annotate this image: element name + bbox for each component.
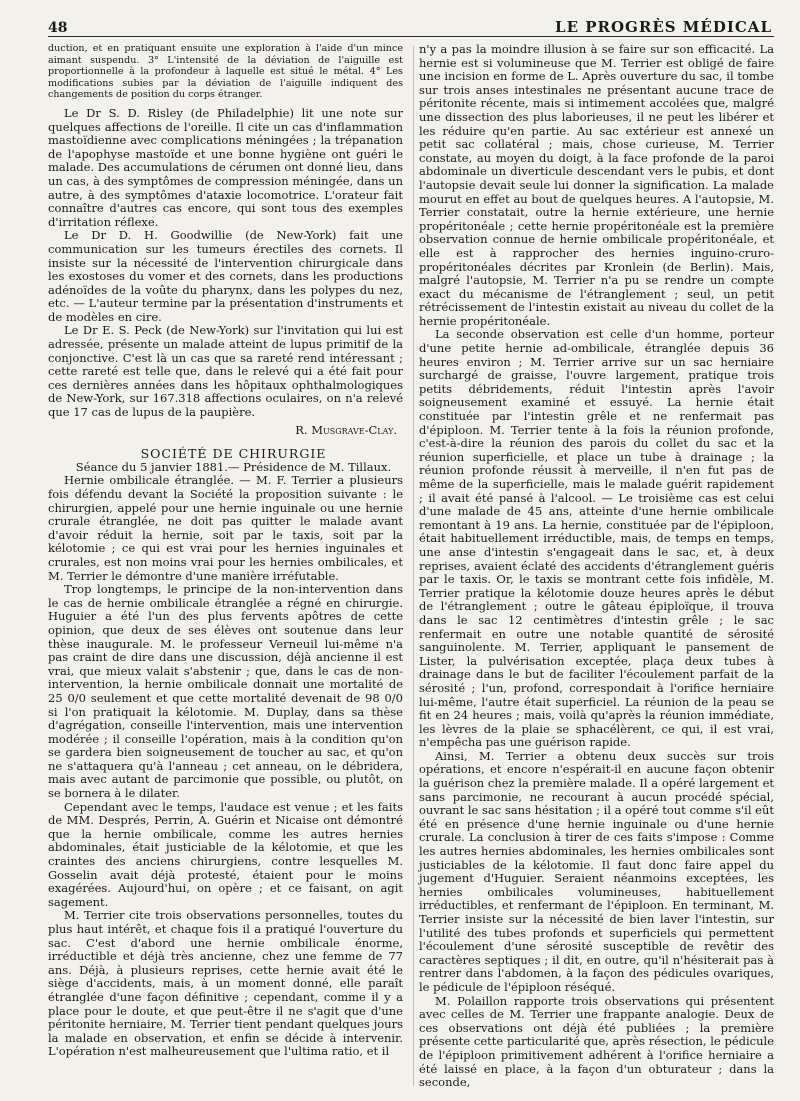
paragraph-non-intervention: Trop longtemps, le principe de la non-intervention dans le cas de hernie ombilicale étranglée a régné en chirurgie. Huguier a été l'un des plus fervents apôtres de cette opinion, que deux de ses élèves ont soutenue dans leur thèse inaugurale. M. le professeur Verneuil lui-même n'a pas craint de dire dans une discussion, déjà ancienne il est vrai, que mieux valait s'abstenir ; que, dans le cas de non-intervention, la hernie ombilicale donnait une mortalité de 25 0/0 seulement et que cette mortalité devenait de 98 0/0 si l'on pratiquait la kélotomie. M. Duplay, dans sa thèse d'agrégation, conseille l'intervention, mais une intervention modérée ; il conseille l'opération, mais à la condition qu'on se gardera bien soigneusement de toucher au sac, et qu'on ne s'attaquera qu'à l'anneau ; cet anneau, on le débridera, mais avec autant de parcimonie que possible, ou plutôt, on se bornera à le dilater. [48,582,403,801]
column-divider [413,46,414,1086]
paragraph-audace: Cependant avec le temps, l'audace est venue ; et les faits de MM. Després, Perrin, A. Guérin et Nicaise ont démontré que la hernie ombilicale, comme les autres hernies abdominales, était justiciable de la kélotomie, et que les craintes des anciens chirurgiens, contre lesquelles M. Gosselin avait déjà protesté, étaient pour le moins exagérées. Aujourd'hui, on opère ; et ce faisant, on agit sagement. [48,799,403,909]
paragraph-peck: Le Dr E. S. Peck (de New-York) sur l'invitation qui lui est adressée, présente un malade atteint de lupus primitif de la conjonctive. C'est là un cas que sa rareté rend intéressant ; cette rareté est telle que, dans le relevé qui a été fait pour ces dernières années dans les hôpitaux ophthalmologiques de New-York, sur 167.318 affections oculaires, on n'a relevé que 17 cas de lupus de la paupière. [48,323,403,420]
signature: R. Musgrave-Clay. [295,422,397,437]
left-column [48,43,403,1090]
paragraph-observations: M. Terrier cite trois observations personnelles, toutes du plus haut intérêt, et chaque fois il a pratiqué l'ouverture du sac. C'est d'abord une hernie ombilicale énorme, irréductible et déjà très ancienne, chez une femme de 77 ans. Déjà, à plusieurs reprises, cette hernie avait été le siège d'accidents, mais, à un moment donné, elle paraît étranglée d'une façon définitive ; cependant, comme il y a place pour le doute, et que peut-être il ne s'agit que d'une péritonite herniaire, M. Terrier tient pendant quelques jours la malade en observation, et enfin se décide à intervenir. L'opération n'est malheureusement que l'ultima ratio, et il [48,908,403,1059]
right-column [419,43,774,1090]
text-columns [48,43,774,1090]
paragraph-hernie: Hernie ombilicale étranglée. — M. F. Terrier a plusieurs fois défendu devant la Société la proposition suivante : le chirurgien, appelé pour une hernie inguinale ou une hernie crurale étranglée, ne doit pas quitter le malade avant d'avoir réduit la hernie, soit par le taxis, soit par la kélotomie ; ce qui est vrai pour les hernies inguinales et crurales, est non moins vrai pour les hernies ombilicales, et M. Terrier le démontre d'une manière irréfutable. [48,473,403,583]
paragraph-conclusion: Ainsi, M. Terrier a obtenu deux succès sur trois opérations, et encore n'espérait-il en aucune façon obtenir la guérison chez la première malade. Il a opéré largement et sans parcimonie, ne recourant à aucun procédé spécial, ouvrant le sac sans hésitation ; il a opéré tout comme s'il eût été en présence d'une hernie inguinale ou d'une hernie crurale. La conclusion à tirer de ces faits s'impose : Comme les autres hernies abdominales, les hernies ombilicales sont justiciables de la kélotomie. Il faut donc faire appel du jugement d'Huguier. Seraient néanmoins exceptées, les hernies ombilicales volumineuses, habituellement irréductibles, et renfermant de l'épiploon. En terminant, M. Terrier insiste sur la nécessité de bien laver l'intestin, sur l'utilité des tubes profonds et superficiels qui permettent l'écoulement d'une sérosité susceptible de revêtir des caractères septiques ; il dit, en outre, qu'il n'hésiterait pas à rentrer dans l'abdomen, à la façon des pédicules ovariques, le pédicule de l'épiploon réséqué. [419,748,775,994]
intro-paragraph: duction, et en pratiquant ensuite une exploration à l'aide d'un mince aimant suspendu. 3° L'intensité de la déviation de l'aiguille est proportionnelle à la profondeur à laquelle est situé le métal. 4° Les modifications subies par la déviation de l'aiguille indiquent des changements de position du corps étranger. [48,43,403,101]
paragraph-seconde-observation: La seconde observation est celle d'un homme, porteur d'une petite hernie ad-ombilicale, étranglée depuis 36 heures environ ; M. Terrier arrive sur un sac herniaire surchargé de graisse, l'ouvre largement, pratique trois petits débridements, réduit l'intestin après l'avoir soigneusement examiné et essuyé. La hernie était constituée par l'intestin grêle et ne renfermait pas d'épiploon. M. Terrier tente à la fois la réunion profonde, c'est-à-dire la réunion des parois du collet du sac et la réunion superficielle, et place un tube à drainage ; la réunion profonde réussit à merveille, il n'en fut pas de même de la superficielle, mais le malade guérit rapidement ; il avait été pansé à l'alcool. — Le troisième cas est celui d'une malade de 45 ans, atteinte d'une hernie ombilicale remontant à 19 ans. La hernie, constituée par de l'épiploon, était habituellement irréductible, mais, de temps en temps, une anse d'intestin s'engageait dans le sac, et, à deux reprises, avaient éclaté des accidents d'étranglement guéris par le taxis. Or, le taxis se montrant cette fois infidèle, M. Terrier pratique la kélotomie douze heures après le début de l'étranglement ; outre le gâteau épiploïque, il trouva dans le sac 12 centimètres d'intestin grêle ; le sac renfermait en outre une notable quantité de sérosité sanguinolente. M. Terrier, appliquant le pansement de Lister, la pulvérisation exceptée, plaça deux tubes à drainage dans le but de faciliter l'écoulement parfait de la sérosité ; l'un, profond, correspondait à l'orifice herniaire lui-même, l'autre était superficiel. La réunion de la peau se fit en 24 heures ; mais, voilà qu'après la réunion immédiate, les lèvres de la plaie se sphacélèrent, ce qui, il est vrai, n'empêcha pas une guérison rapide. [419,327,774,750]
page-header [48,14,774,37]
journal-title: LE PROGRÈS MÉDICAL [555,18,772,36]
paragraph-polaillon: M. Polaillon rapporte trois observations qui présentent avec celles de M. Terrier une frappante analogie. Deux de ces observations ont déjà été publiées ; la première présente cette particularité que, après résection, le pédicule de l'épiploon primitivement adhérent à l'orifice herniaire a été laissé en place, à la façon d'un obturateur ; dans la seconde, [419,993,774,1090]
paragraph-risley: Le Dr S. D. Risley (de Philadelphie) lit une note sur quelques affections de l'oreille. Il cite un cas d'inflammation mastoïdienne avec complications méningées ; la trépanation de l'apophyse mastoïde et une bonne hygiène ont guéri le malade. Des accumulations de cérumen ont donné lieu, dans un cas, à des symptômes de compression méningée, dans un autre, à des symptômes d'ataxie locomotrice. L'orateur fait connaître d'autres cas encore, qui sont tous des exemples d'irritation réflexe. [48,105,403,229]
page-number: 48 [48,20,68,36]
paragraph-goodwillie: Le Dr D. H. Goodwillie (de New-York) fait une communication sur les tumeurs érectiles des cornets. Il insiste sur la nécessité de l'intervention chirurgicale dans les exostoses du vomer et des cornets, dans les productions adénoïdes de la voûte du pharynx, dans les polypes du nez, etc. — L'auteur termine par la présentation d'instruments et de modèles en cire. [48,228,403,324]
section-title: SOCIÉTÉ DE CHIRURGIE [140,446,327,462]
seance-line: Séance du 5 janvier 1881.— Présidence de M. Tillaux. [75,459,392,474]
paragraph-continuation: n'y a pas la moindre illusion à se faire sur son efficacité. La hernie est si volumineuse que M. Terrier est obligé de faire une incision en forme de L. Après ouverture du sac, il tombe sur trois anses intestinales ne présentant aucune trace de péritonite récente, mais si intimement accolées que, malgré une dissection des plus laborieuses, il ne peut les libérer et les réduire qu'en partie. Au sac extérieur est annexé un petit sac collatéral ; mais, chose curieuse, M. Terrier constate, au moyen du doigt, à la face profonde de la paroi abdominale un diverticule descendant vers le pubis, et dont l'autopsie devait seule lui donner la signification. La malade mourut en effet au bout de quelques heures. A l'autopsie, M. Terrier constatait, outre la hernie extérieure, une hernie propéritonéale ; cette hernie propéritonéale est la première observation connue de hernie ombilicale propéritonéale, et elle est à rapprocher des hernies inguino-cruro-propéritonéales décrites par Kronlein (de Berlin). Mais, malgré l'autopsie, M. Terrier n'a pu se rendre un compte exact du mécanisme de l'étranglement ; seul, un petit rétrécissement de l'intestin existait au niveau du collet de la hernie propéritonéale. [419,42,774,328]
